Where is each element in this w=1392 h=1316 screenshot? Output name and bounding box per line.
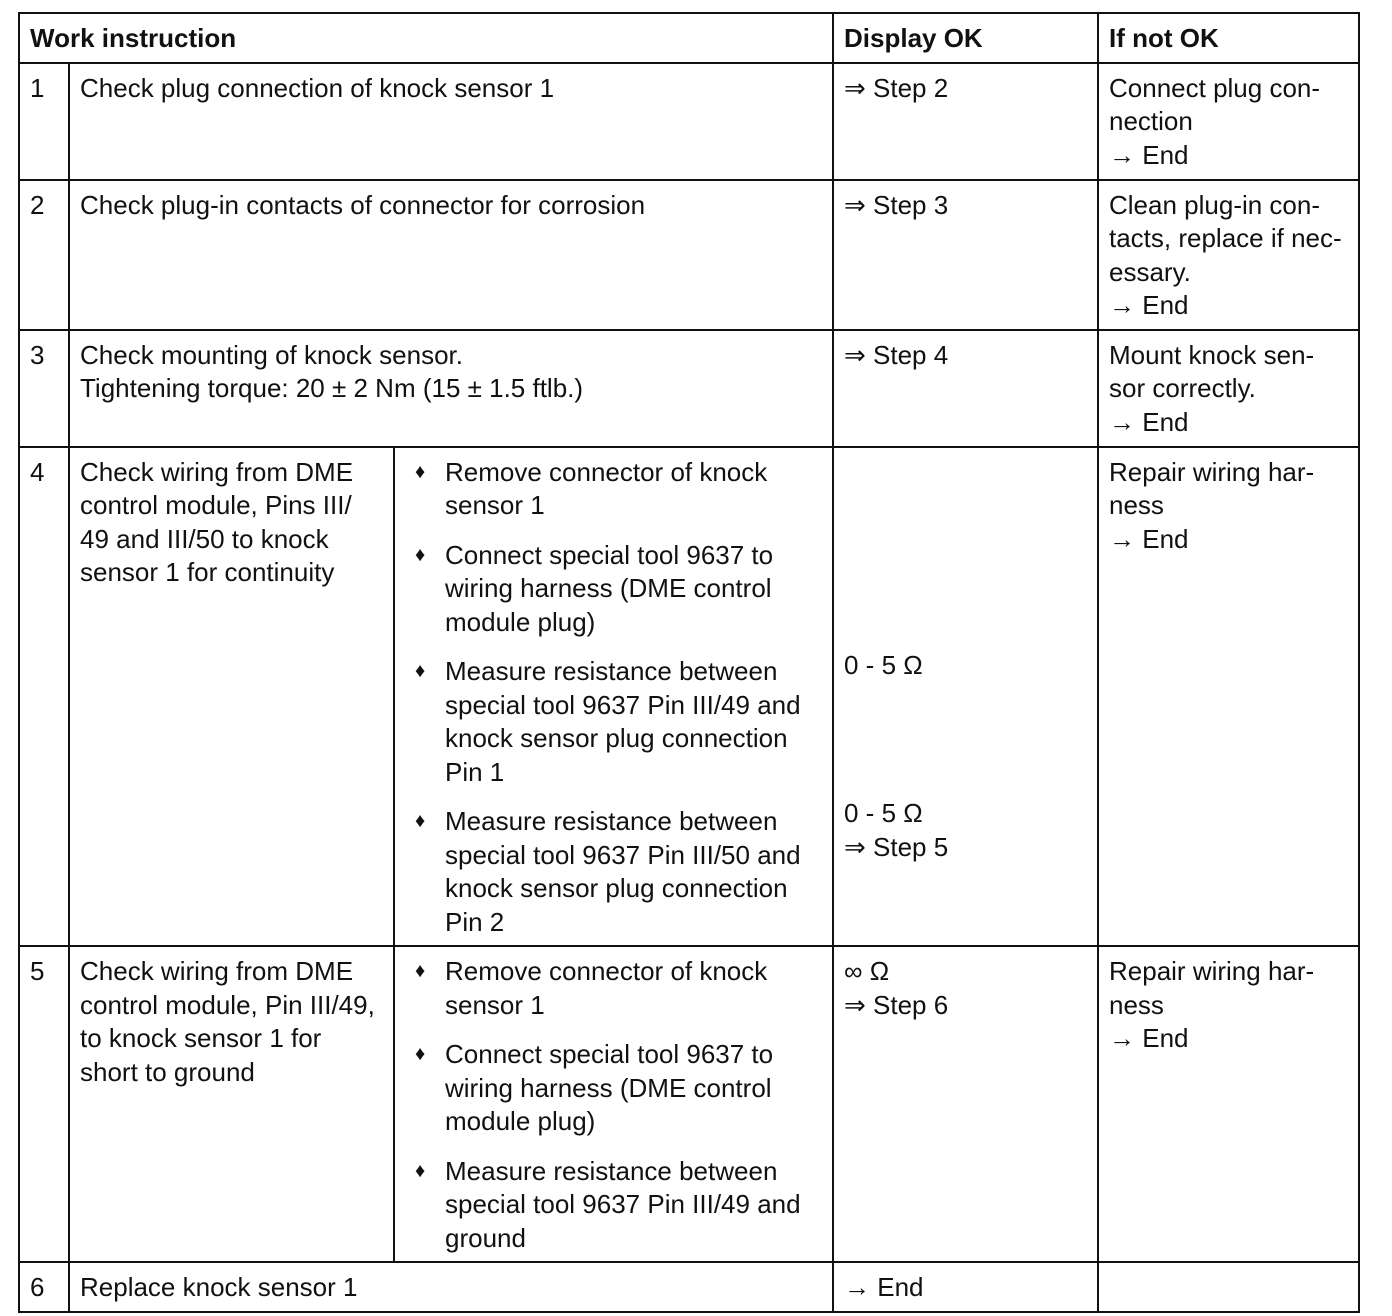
list-item [405,1155,822,1256]
step-number: 6 [19,1262,69,1312]
display-ok-cell [833,180,1098,330]
diamond-bullet-icon: ♦ [415,660,426,682]
instruction-line: control module, Pin III/49, [80,989,375,1020]
if-not-ok-line: Mount knock sen- [1109,339,1315,370]
diamond-bullet-icon: ♦ [415,1159,426,1182]
list-item-text: Remove connector of knock sensor 1 [445,956,768,1020]
instruction-line: sensor 1 for continuity [80,557,335,587]
steps-list [405,456,822,940]
instruction-cell [69,946,394,1262]
table-row [19,180,1359,330]
list-item [405,655,822,789]
header-row [19,13,1359,63]
list-item [405,955,822,1022]
header-work-instruction: Work instruction [19,13,833,63]
display-ok-cell [833,330,1098,447]
header-if-not-ok: If not OK [1098,13,1359,63]
display-ok-text: 0 - 5 Ω [844,798,923,828]
step-number: 4 [19,447,69,947]
list-item-text: Measure resistance between special tool 9637 Pin III/49 and ground [445,1155,801,1253]
list-item [405,1038,822,1139]
steps-list [405,955,822,1255]
display-ok-cell [833,447,1098,947]
step-number: 1 [19,63,69,180]
if-not-ok-line: sor correctly. [1109,373,1256,403]
table-row [19,330,1359,447]
display-ok-text: → End [844,1272,924,1302]
if-not-ok-line: ness [1109,989,1164,1020]
if-not-ok-line: essary. [1109,256,1191,287]
list-item [405,805,822,939]
if-not-ok-line: → End [1109,290,1189,320]
if-not-ok-cell [1098,946,1359,1262]
steps-cell [394,447,833,947]
if-not-ok-line: ness [1109,490,1164,520]
if-not-ok-line: Repair wiring har- [1109,456,1315,487]
instruction-line: control module, Pins III/ [80,490,352,520]
if-not-ok-line: → End [1109,139,1189,170]
if-not-ok-line: → End [1109,523,1189,554]
display-ok-text: ⇒ Step 6 [844,989,949,1020]
instruction-cell: Check plug-in contacts of connector for corrosion [69,180,833,330]
if-not-ok-cell [1098,1262,1359,1312]
display-ok-cell [833,1262,1098,1312]
display-ok-text: ⇒ Step 4 [844,339,949,370]
instruction-cell [69,330,833,447]
work-instruction-table [18,12,1360,1313]
diamond-bullet-icon: ♦ [415,960,426,982]
instruction-line: Check wiring from DME [80,456,354,487]
step-number: 5 [19,946,69,1262]
display-ok-text: 0 - 5 Ω [844,649,923,680]
table-row [19,447,1359,947]
diamond-bullet-icon: ♦ [415,543,426,566]
display-ok-text: ⇒ Step 3 [844,189,949,220]
diamond-bullet-icon: ♦ [415,460,426,483]
if-not-ok-cell [1098,447,1359,947]
list-item-text: Measure resistance between special tool 9637 Pin III/49 and knock sensor plug connection Pin 1 [445,656,801,787]
spacer [844,682,1087,797]
display-ok-cell [833,63,1098,180]
display-ok-text: ⇒ Step 2 [844,72,949,103]
instruction-line: to knock sensor 1 for [80,1023,322,1053]
if-not-ok-line: nection [1109,106,1193,136]
if-not-ok-cell [1098,180,1359,330]
if-not-ok-line: Clean plug-in con- [1109,189,1321,220]
instruction-line: Check mounting of knock sensor. [80,339,463,370]
header-display-ok: Display OK [833,13,1098,63]
step-number: 2 [19,180,69,330]
list-item-text: Connect special tool 9637 to wiring harness (DME control module plug) [445,539,774,637]
display-ok-text: ∞ Ω [844,956,890,986]
table-row [19,63,1359,180]
if-not-ok-line: Connect plug con- [1109,72,1321,103]
steps-cell [394,946,833,1262]
if-not-ok-cell [1098,63,1359,180]
list-item-text: Measure resistance between special tool 9637 Pin III/50 and knock sensor plug connection Pin 2 [445,806,801,937]
if-not-ok-line: → End [1109,1023,1189,1053]
if-not-ok-line: → End [1109,406,1189,437]
display-ok-cell [833,946,1098,1262]
instruction-cell: Check plug connection of knock sensor 1 [69,63,833,180]
instruction-line: Check wiring from DME [80,956,354,986]
instruction-line: 49 and III/50 to knock [80,523,329,554]
instruction-line: Tightening torque: 20 ± 2 Nm (15 ± 1.5 ftlb.) [80,373,584,403]
if-not-ok-cell [1098,330,1359,447]
instruction-line: short to ground [80,1056,255,1087]
list-item [405,539,822,640]
diamond-bullet-icon: ♦ [415,1043,426,1065]
list-item [405,456,822,523]
table-row [19,1262,1359,1312]
if-not-ok-line: tacts, replace if nec- [1109,223,1342,253]
table-row [19,946,1359,1262]
if-not-ok-line: Repair wiring har- [1109,956,1315,986]
list-item-text: Remove connector of knock sensor 1 [445,456,768,520]
step-number: 3 [19,330,69,447]
list-item-text: Connect special tool 9637 to wiring harness (DME control module plug) [445,1039,774,1136]
diamond-bullet-icon: ♦ [415,810,426,832]
display-ok-text: ⇒ Step 5 [844,831,949,862]
instruction-cell [69,447,394,947]
instruction-cell: Replace knock sensor 1 [69,1262,833,1312]
